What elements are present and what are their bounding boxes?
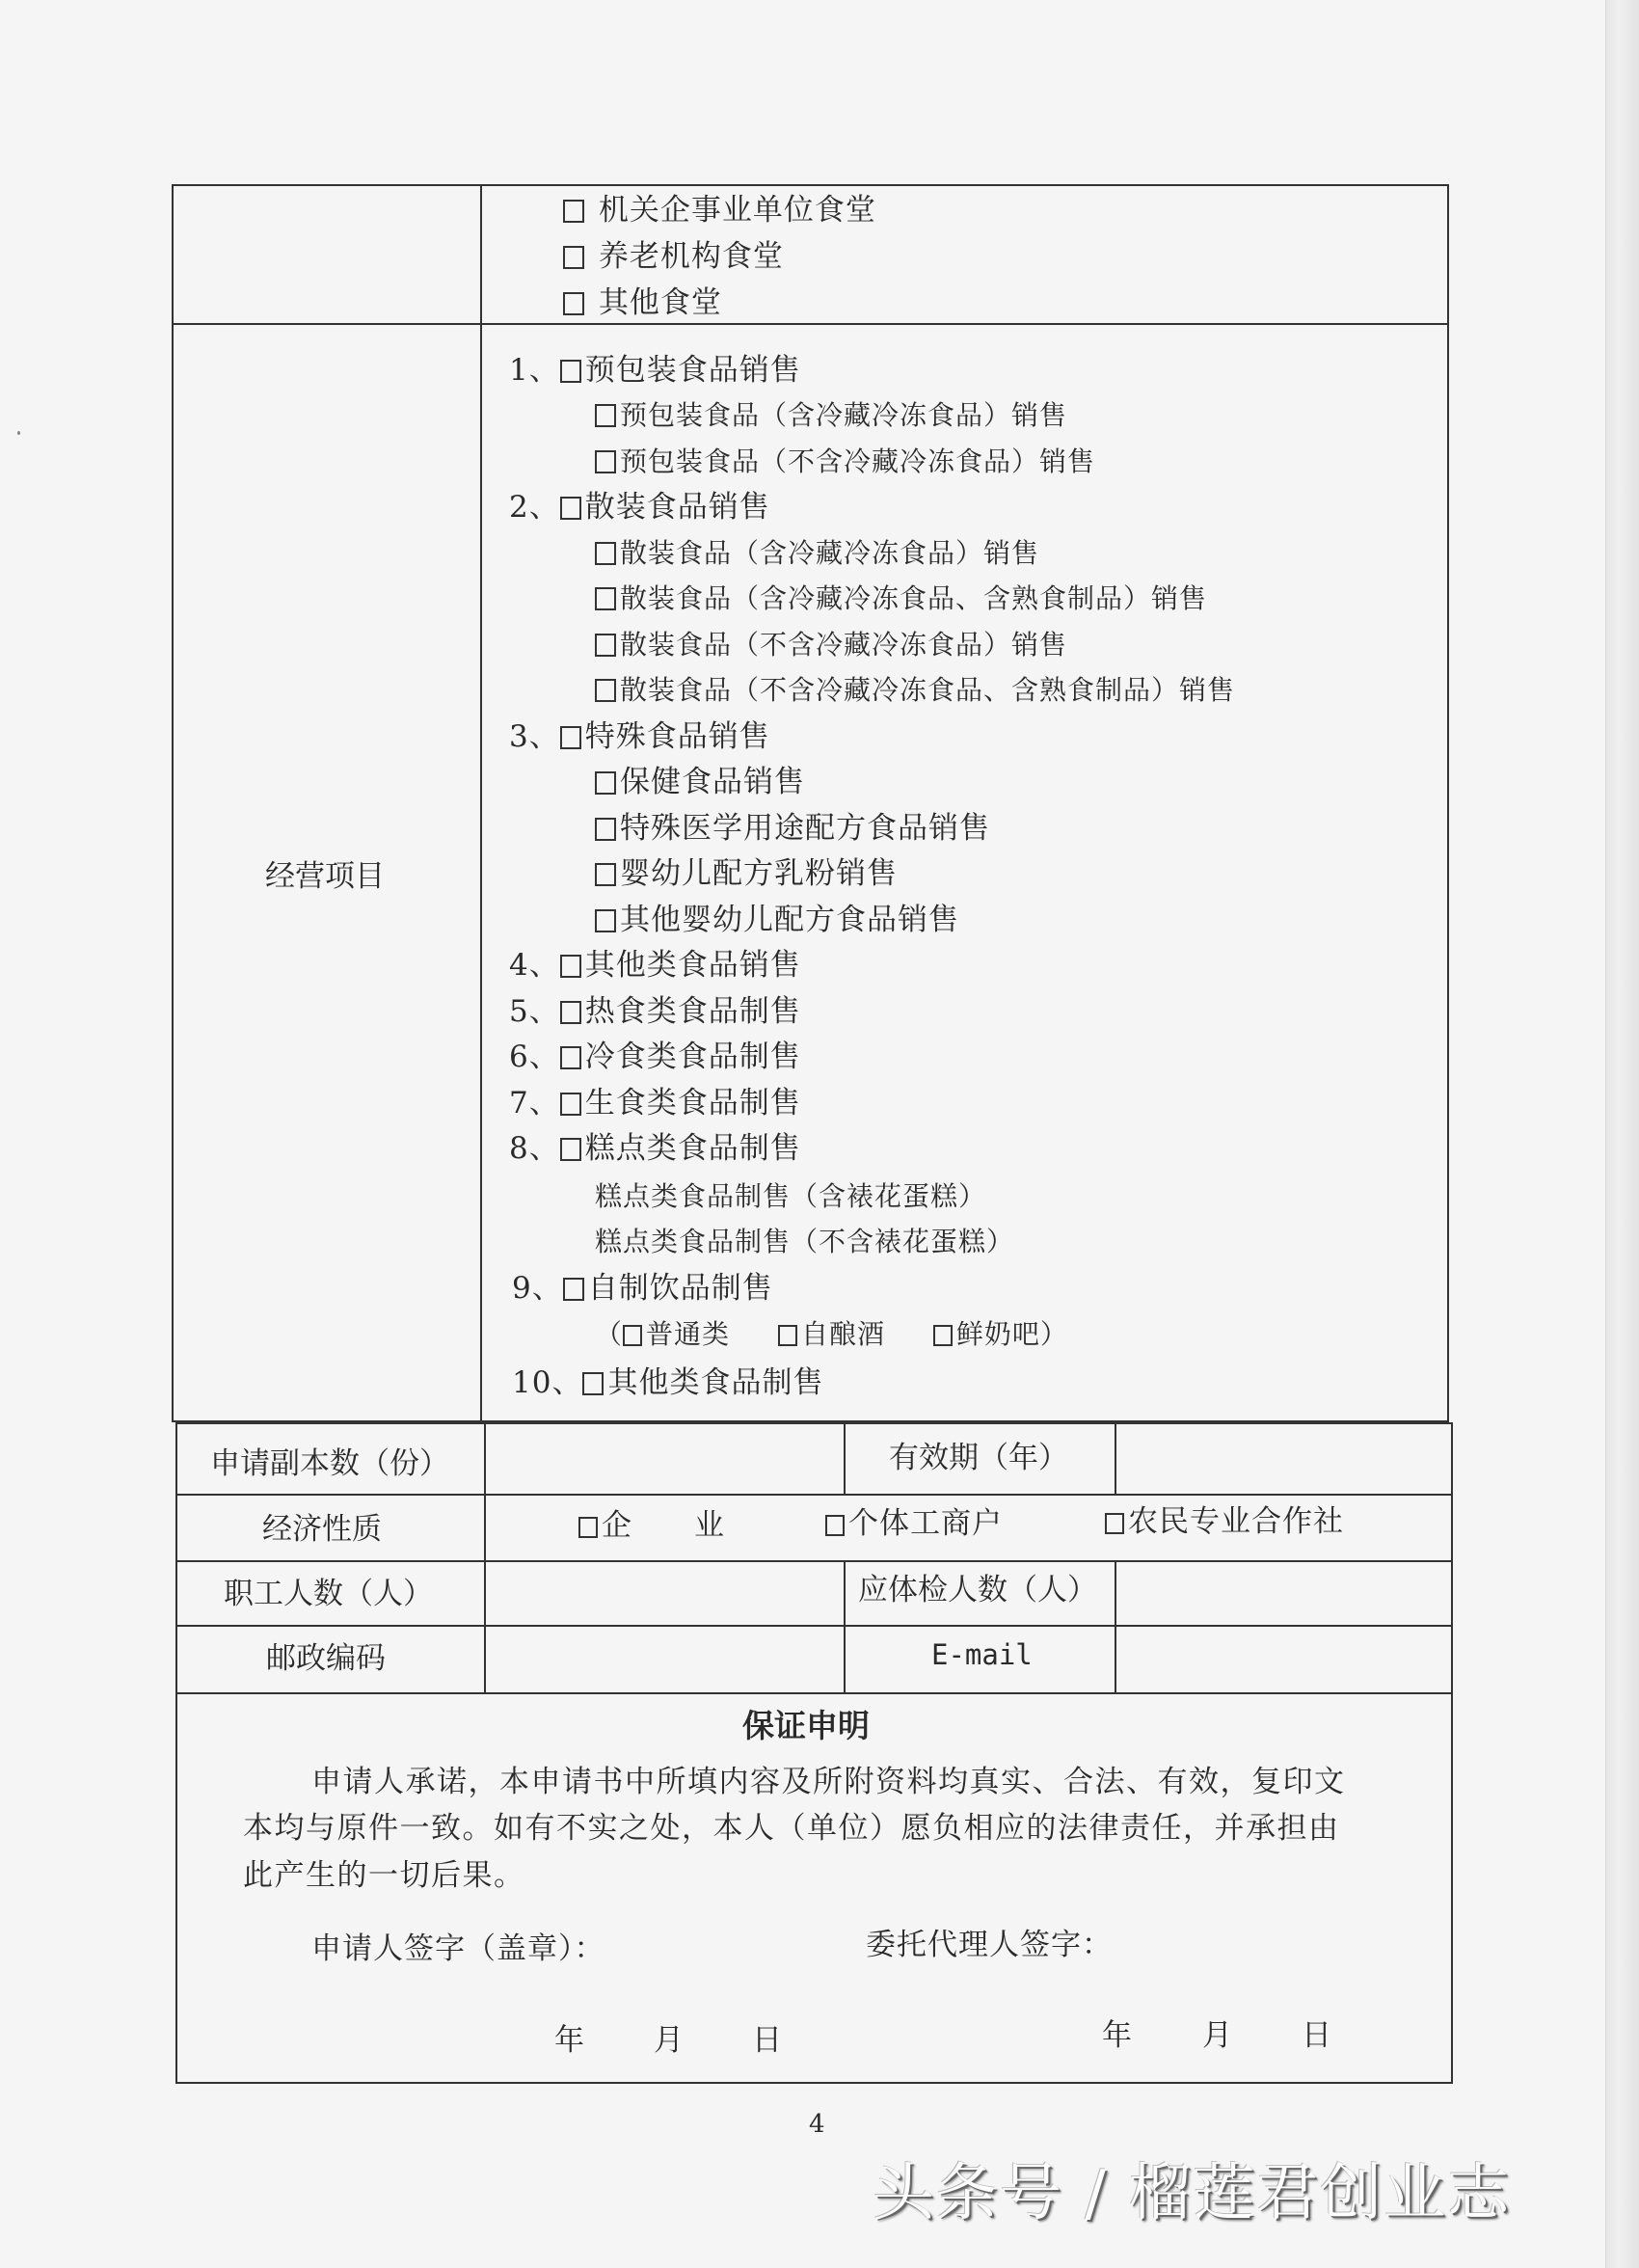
declaration-line: 此产生的一切后果。 (243, 1858, 525, 1893)
economic-option-individual[interactable]: 个体工商户 (825, 1506, 1003, 1541)
checkbox[interactable] (595, 909, 616, 932)
canteen-option[interactable]: 其他食堂 (563, 285, 722, 320)
validity-label: 有效期（年） (889, 1441, 1068, 1475)
scope-subitem[interactable]: 特殊医学用途配方食品销售 (595, 811, 990, 846)
applicant-signature-label: 申请人签字（盖章）： (311, 1931, 605, 1966)
scope-item[interactable]: 9、 自制饮品制售 (512, 1271, 773, 1306)
checkbox[interactable] (563, 246, 584, 269)
checkbox[interactable] (595, 542, 616, 565)
economic-label: 经济性质 (262, 1512, 382, 1547)
agent-date-month: 月 (1202, 2018, 1233, 2053)
scope-item[interactable]: 5、 热食类食品制售 (509, 994, 801, 1029)
agent-signature-label: 委托代理人签字： (866, 1928, 1113, 1962)
agent-date-year: 年 (1102, 2018, 1133, 2053)
canteen-option[interactable]: 养老机构食堂 (563, 239, 784, 274)
copies-label: 申请副本数（份） (210, 1446, 449, 1481)
checkbox[interactable] (595, 587, 616, 610)
checkbox[interactable] (595, 450, 616, 473)
scope-subitem[interactable]: 其他婴幼儿配方食品销售 (595, 903, 959, 937)
staff-input[interactable] (488, 1563, 841, 1624)
checkbox[interactable] (560, 1093, 581, 1116)
applicant-signature-field[interactable] (627, 1924, 839, 1972)
checkbox[interactable] (560, 955, 581, 978)
health-check-input[interactable] (1118, 1563, 1450, 1624)
declaration-title: 保证申明 (742, 1707, 870, 1744)
checkbox[interactable] (595, 634, 616, 657)
page-number: 4 (809, 2110, 826, 2139)
checkbox[interactable] (560, 1046, 581, 1069)
scope-item[interactable]: 7、 生食类食品制售 (509, 1086, 801, 1120)
scope-subitem-text: 糕点类食品制售（含裱花蛋糕） (595, 1180, 987, 1212)
applicant-date-day: 日 (752, 2023, 783, 2058)
checkbox[interactable] (560, 1138, 581, 1161)
checkbox[interactable] (563, 292, 584, 315)
checkbox[interactable] (560, 1001, 581, 1024)
staff-label: 职工人数（人） (224, 1577, 433, 1611)
scope-item[interactable]: 10、 其他类食品制售 (512, 1365, 824, 1400)
scope-table-divider (480, 184, 482, 1422)
checkbox[interactable] (563, 200, 584, 223)
applicant-date-year: 年 (554, 2023, 585, 2058)
health-check-label: 应体检人数（人） (858, 1573, 1097, 1607)
checkbox[interactable] (578, 1517, 598, 1538)
checkbox[interactable] (595, 818, 616, 841)
col-divider (844, 1422, 846, 1494)
row-divider (175, 1494, 1453, 1496)
col-divider (484, 1422, 486, 1694)
scope-subitem[interactable]: 散装食品（含冷藏冷冻食品、含熟食制品）销售 (595, 581, 1207, 616)
checkbox[interactable] (623, 1325, 642, 1346)
checkbox[interactable] (595, 679, 616, 702)
scope-item[interactable]: 4、 其他类食品销售 (509, 948, 801, 983)
scan-speck (17, 431, 20, 435)
scope-subitem-text: 糕点类食品制售（不含裱花蛋糕） (595, 1226, 1015, 1257)
checkbox[interactable] (825, 1515, 845, 1536)
agent-date-day: 日 (1302, 2018, 1332, 2053)
checkbox[interactable] (595, 404, 616, 427)
agent-signature-field[interactable] (1118, 1924, 1427, 1972)
scope-item[interactable]: 8、 糕点类食品制售 (509, 1131, 801, 1166)
checkbox[interactable] (560, 726, 581, 749)
postcode-input[interactable] (488, 1628, 841, 1692)
scope-subitem[interactable]: 散装食品（含冷藏冷冻食品）销售 (595, 536, 1039, 571)
drink-options: （ 普通类 自酿酒 鲜奶吧） (595, 1318, 1068, 1350)
checkbox[interactable] (560, 497, 581, 520)
scope-subitem[interactable]: 散装食品（不含冷藏冷冻食品）销售 (595, 628, 1067, 662)
checkbox[interactable] (582, 1372, 604, 1395)
checkbox[interactable] (933, 1325, 953, 1346)
col-divider (844, 1560, 846, 1694)
checkbox[interactable] (1105, 1513, 1124, 1534)
canteen-option[interactable]: 机关企事业单位食堂 (563, 193, 876, 228)
checkbox[interactable] (563, 1278, 584, 1301)
scope-item[interactable]: 3、 特殊食品销售 (509, 719, 770, 754)
checkbox[interactable] (595, 771, 616, 795)
scope-subitem[interactable]: 保健食品销售 (595, 765, 805, 799)
scope-item[interactable]: 1、 预包装食品销售 (509, 353, 801, 388)
scope-subitem[interactable]: 预包装食品（不含冷藏冷冻食品）销售 (595, 445, 1095, 479)
economic-option-enterprise[interactable]: 企 业 (578, 1508, 725, 1543)
copies-input[interactable] (488, 1425, 841, 1493)
scope-subitem[interactable]: 散装食品（不含冷藏冷冻食品、含熟食制品）销售 (595, 673, 1235, 708)
email-input[interactable] (1118, 1628, 1450, 1692)
col-divider (1115, 1422, 1116, 1494)
scope-item[interactable]: 6、 冷食类食品制售 (509, 1040, 801, 1074)
declaration-line: 申请人承诺，本申请书中所填内容及所附资料均真实、合法、有效，复印文 (311, 1765, 1346, 1799)
validity-input[interactable] (1118, 1425, 1450, 1493)
watermark-text: 头条号 / 榴莲君创业志 (873, 2158, 1512, 2229)
applicant-date-month: 月 (654, 2023, 685, 2058)
row-divider (175, 1560, 1453, 1562)
economic-option-cooperative[interactable]: 农民专业合作社 (1105, 1504, 1344, 1539)
canteen-row-bottom (172, 323, 1449, 325)
checkbox[interactable] (595, 863, 616, 886)
business-scope-label: 经营项目 (265, 859, 385, 894)
checkbox[interactable] (778, 1325, 797, 1346)
checkbox[interactable] (560, 360, 581, 383)
postcode-label: 邮政编码 (266, 1641, 386, 1676)
scan-page-edge (1605, 0, 1639, 2268)
scope-subitem[interactable]: 预包装食品（含冷藏冷冻食品）销售 (595, 398, 1067, 433)
scope-subitem[interactable]: 婴幼儿配方乳粉销售 (595, 856, 898, 891)
declaration-line: 本均与原件一致。如有不实之处，本人（单位）愿负相应的法律责任，并承担由 (243, 1811, 1340, 1846)
row-divider (175, 1625, 1453, 1627)
col-divider (1115, 1560, 1116, 1694)
email-label: E-mail (931, 1638, 1033, 1671)
scope-item[interactable]: 2、 散装食品销售 (509, 490, 770, 525)
